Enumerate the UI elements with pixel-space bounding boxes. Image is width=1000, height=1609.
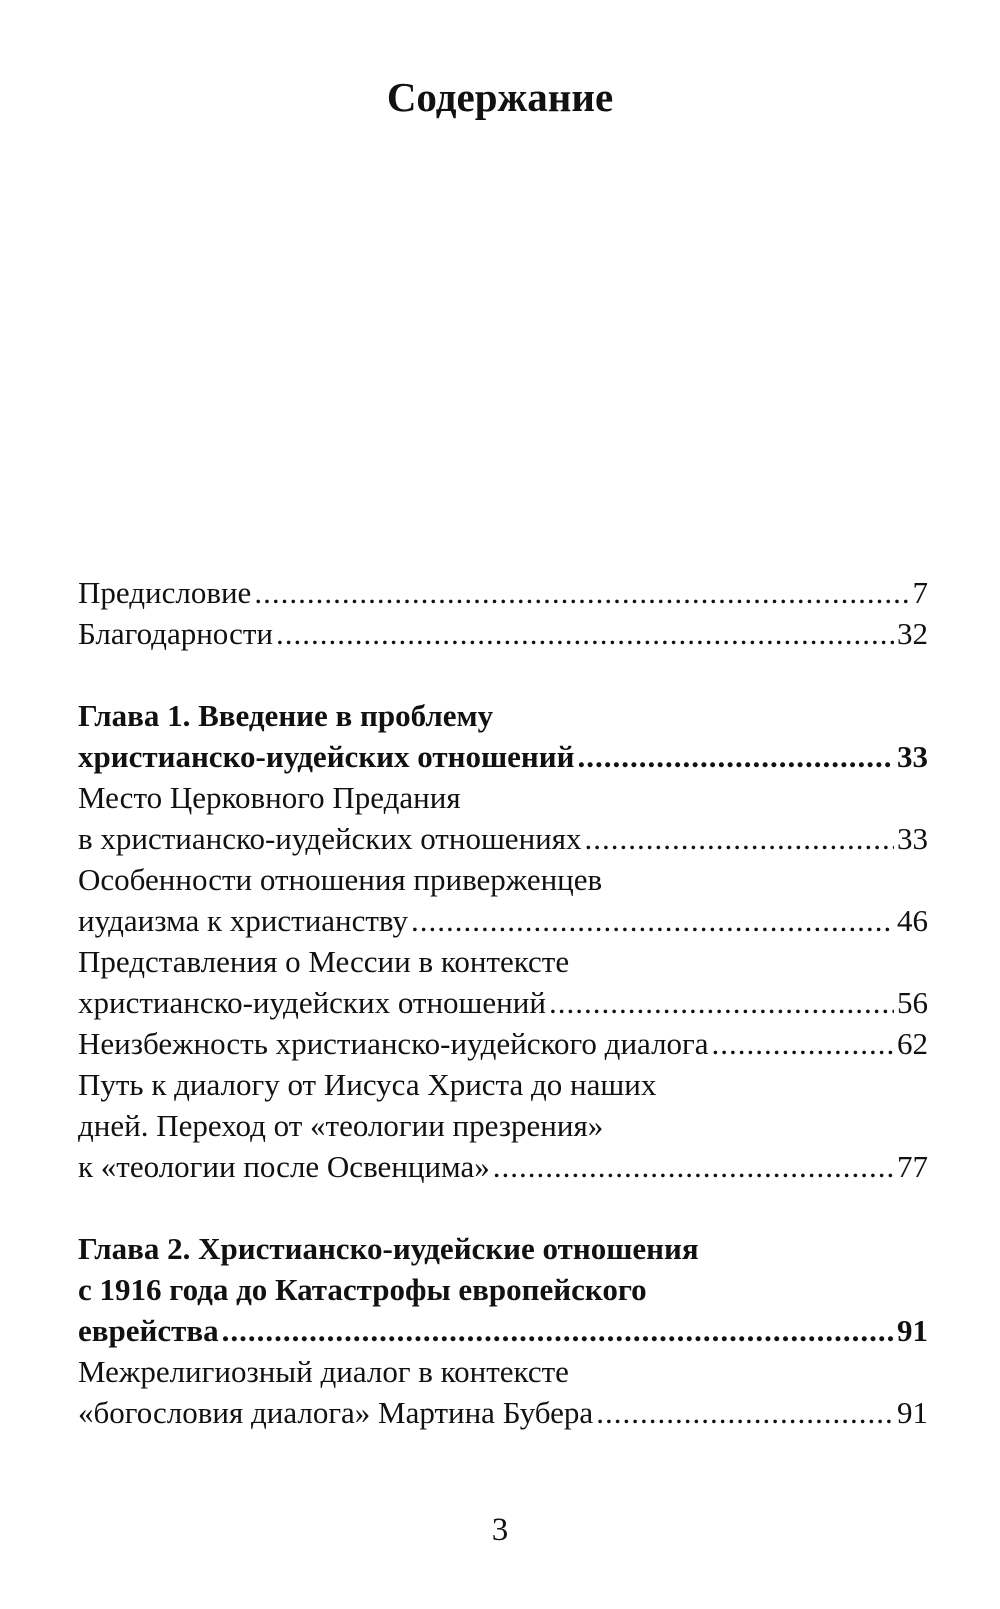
toc-section-2-line-1: Особенности отношения приверженцев	[78, 862, 603, 897]
toc-page-number: 77	[897, 1149, 928, 1184]
toc-entry-text: иудаизма к христианству	[78, 903, 409, 938]
toc-entry-text: Неизбежность христианско-иудейского диалога	[78, 1026, 709, 1061]
toc-entry-text: христианско-иудейских отношений	[78, 985, 546, 1020]
toc-chapter-2-line-1: Глава 2. Христианско-иудейские отношения	[78, 1231, 699, 1266]
toc-entry-text: Предисловие	[78, 575, 252, 610]
toc-section-6-line-1: Межрелигиозный диалог в контексте	[78, 1354, 569, 1389]
toc-chapter-2-line-2: с 1916 года до Катастрофы европейского	[78, 1272, 647, 1307]
toc-page-number: 56	[897, 985, 928, 1020]
toc-entry-text: к «теологии после Освенцима»	[78, 1149, 490, 1184]
dot-leader	[493, 1146, 894, 1187]
dot-leader	[577, 736, 894, 777]
toc-page-number: 62	[897, 1026, 928, 1061]
toc-section-6	[78, 1392, 928, 1433]
toc-section-4	[78, 1023, 928, 1064]
toc-chapter-2	[78, 1310, 928, 1351]
toc-section-5	[78, 1146, 928, 1187]
spacer	[78, 654, 928, 695]
toc-entry-thanks	[78, 613, 928, 654]
toc-page-number: 33	[897, 739, 928, 774]
toc-section-1-line-1: Место Церковного Предания	[78, 780, 461, 815]
toc-page-number: 7	[912, 575, 928, 610]
toc-entry-text: Благодарности	[78, 616, 273, 651]
dot-leader	[712, 1023, 894, 1064]
dot-leader	[276, 613, 894, 654]
toc-page-number: 46	[897, 903, 928, 938]
toc-section-3-line-1: Представления о Мессии в контексте	[78, 944, 570, 979]
toc-section-2	[78, 900, 928, 941]
toc-entry-text: еврейства	[78, 1313, 219, 1348]
toc-section-5-line-2: дней. Переход от «теологии презрения»	[78, 1108, 604, 1143]
spacer	[78, 1187, 928, 1228]
toc-entry-text: «богословия диалога» Мартина Бубера	[78, 1395, 594, 1430]
toc-entry-text: христианско-иудейских отношений	[78, 739, 575, 774]
toc-entry-text: в христианско-иудейских отношениях	[78, 821, 582, 856]
dot-leader	[222, 1310, 894, 1351]
dot-leader	[596, 1392, 894, 1433]
dot-leader	[585, 818, 894, 859]
dot-leader	[411, 900, 894, 941]
dot-leader	[549, 982, 894, 1023]
toc-page-number: 91	[897, 1395, 928, 1430]
dot-leader	[254, 572, 909, 613]
page-title: Содержание	[386, 74, 614, 120]
page-number: 3	[491, 1512, 509, 1548]
toc-page-number: 91	[897, 1313, 928, 1348]
toc-page-number: 32	[897, 616, 928, 651]
table-of-contents	[78, 572, 928, 1433]
toc-entry-preface	[78, 572, 928, 613]
toc-section-3	[78, 982, 928, 1023]
toc-page-number: 33	[897, 821, 928, 856]
toc-section-1	[78, 818, 928, 859]
toc-section-5-line-1: Путь к диалогу от Иисуса Христа до наших	[78, 1067, 657, 1102]
toc-chapter-1	[78, 736, 928, 777]
toc-chapter-1-line-1: Глава 1. Введение в проблему	[78, 698, 494, 733]
